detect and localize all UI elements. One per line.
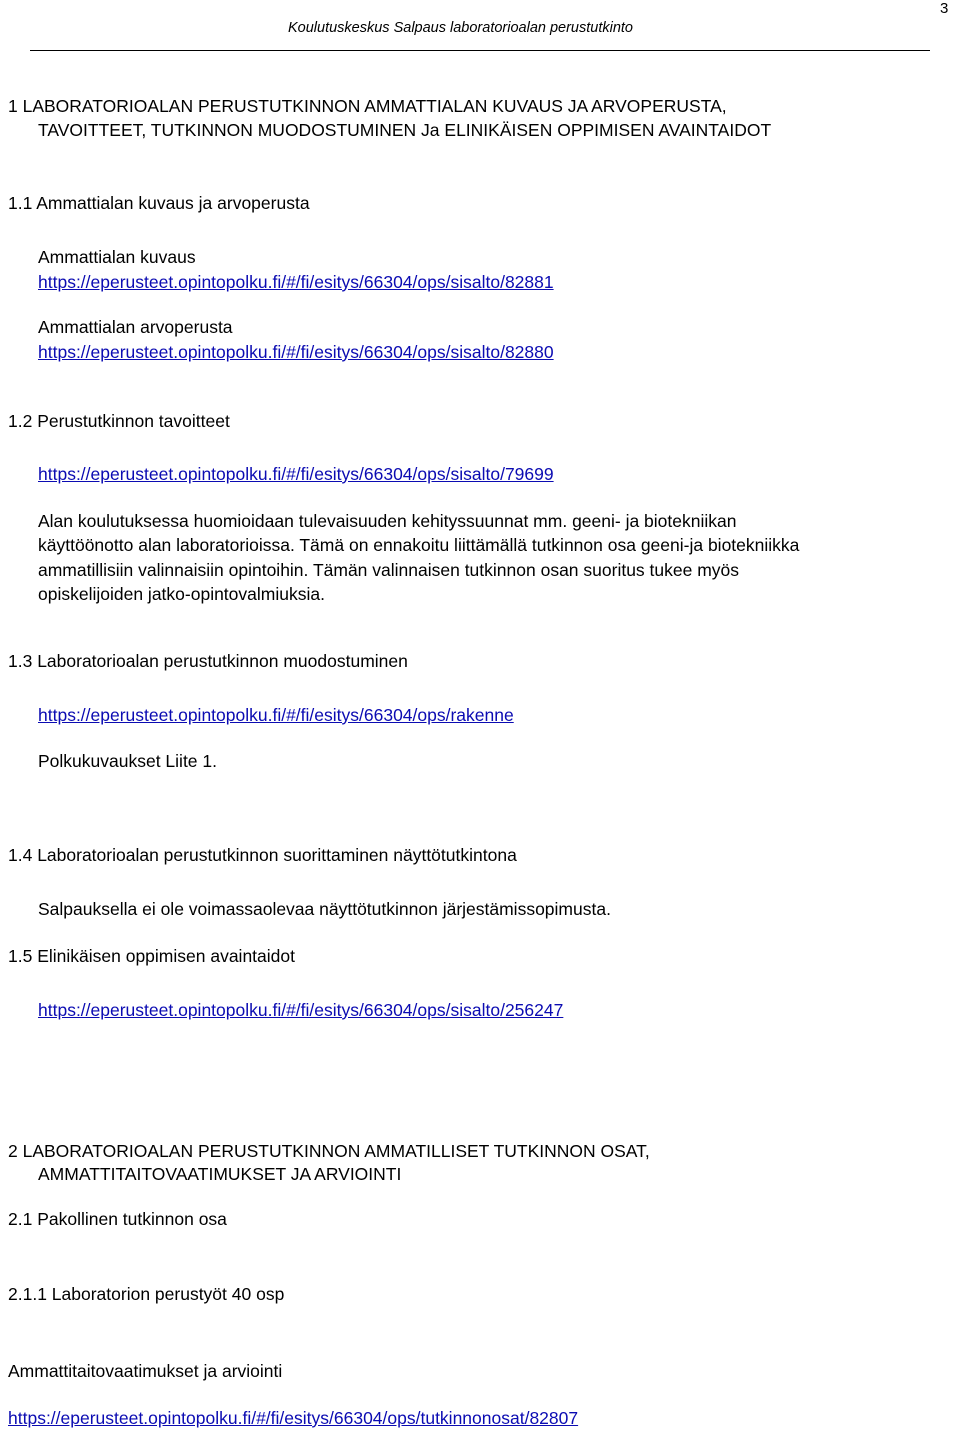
link-ammattialan-arvoperusta[interactable]: https://eperusteet.opintopolku.fi/#/fi/esitys/66304/ops/sisalto/82880 — [38, 342, 554, 362]
heading-2-1: 2.1 Pakollinen tutkinnon osa — [8, 1209, 227, 1229]
heading-1-3: 1.3 Laboratorioalan perustutkinnon muodostuminen — [8, 651, 408, 671]
heading-1-1: 1.1 Ammattialan kuvaus ja arvoperusta — [8, 193, 310, 213]
page-number: 3 — [940, 0, 949, 17]
running-header-title: Koulutuskeskus Salpaus laboratorioalan perustutkinto — [288, 20, 633, 36]
section-2-heading-line-1: 2 LABORATORIOALAN PERUSTUTKINNON AMMATILLISET TUTKINNON OSAT, — [8, 1141, 650, 1161]
heading-1-2: 1.2 Perustutkinnon tavoitteet — [8, 411, 230, 431]
heading-2-1-1: 2.1.1 Laboratorion perustyöt 40 osp — [8, 1284, 285, 1304]
link-tutkinnonosat[interactable]: https://eperusteet.opintopolku.fi/#/fi/esitys/66304/ops/tutkinnonosat/82807 — [8, 1408, 579, 1428]
label-ammattialan-arvoperusta: Ammattialan arvoperusta — [38, 317, 233, 337]
link-perustutkinnon-tavoitteet[interactable]: https://eperusteet.opintopolku.fi/#/fi/esitys/66304/ops/sisalto/79699 — [38, 464, 554, 484]
link-ammattialan-kuvaus[interactable]: https://eperusteet.opintopolku.fi/#/fi/esitys/66304/ops/sisalto/82881 — [38, 272, 554, 292]
text-nayttotutkinto: Salpauksella ei ole voimassaolevaa näyttötutkinnon järjestämissopimusta. — [38, 899, 611, 919]
link-tutkinnon-rakenne[interactable]: https://eperusteet.opintopolku.fi/#/fi/esitys/66304/ops/rakenne — [38, 705, 514, 725]
heading-1-5: 1.5 Elinikäisen oppimisen avaintaidot — [8, 946, 295, 966]
section-1-heading-line-2: TAVOITTEET, TUTKINNON MUODOSTUMINEN Ja ELINIKÄISEN OPPIMISEN AVAINTAIDOT — [38, 120, 772, 140]
header-divider — [30, 50, 930, 51]
paragraph-tavoitteet-line-4: opiskelijoiden jatko-opintovalmiuksia. — [38, 584, 325, 604]
section-2-heading-line-2: AMMATTITAITOVAATIMUKSET JA ARVIOINTI — [38, 1164, 402, 1184]
label-ammattialan-kuvaus: Ammattialan kuvaus — [38, 247, 196, 267]
paragraph-tavoitteet-line-2: käyttöönotto alan laboratorioissa. Tämä on ennakoitu liittämällä tutkinnon osa geeni-ja biotekniikka — [38, 535, 800, 555]
paragraph-tavoitteet-line-1: Alan koulutuksessa huomioidaan tulevaisuuden kehityssuunnat mm. geeni- ja biotekniikan — [38, 511, 737, 531]
section-1-heading-line-1: 1 LABORATORIOALAN PERUSTUTKINNON AMMATTIALAN KUVAUS JA ARVOPERUSTA, — [8, 96, 727, 116]
heading-ammattitaitovaatimukset: Ammattitaitovaatimukset ja arviointi — [8, 1361, 283, 1381]
link-avaintaidot[interactable]: https://eperusteet.opintopolku.fi/#/fi/esitys/66304/ops/sisalto/256247 — [38, 1000, 564, 1020]
heading-1-4: 1.4 Laboratorioalan perustutkinnon suorittaminen näyttötutkintona — [8, 845, 517, 865]
paragraph-tavoitteet-line-3: ammatillisiin valinnaisiin opintoihin. Tämän valinnaisen tutkinnon osan suoritus tukee myös — [38, 560, 740, 580]
note-polkukuvaukset: Polkukuvaukset Liite 1. — [38, 751, 217, 771]
